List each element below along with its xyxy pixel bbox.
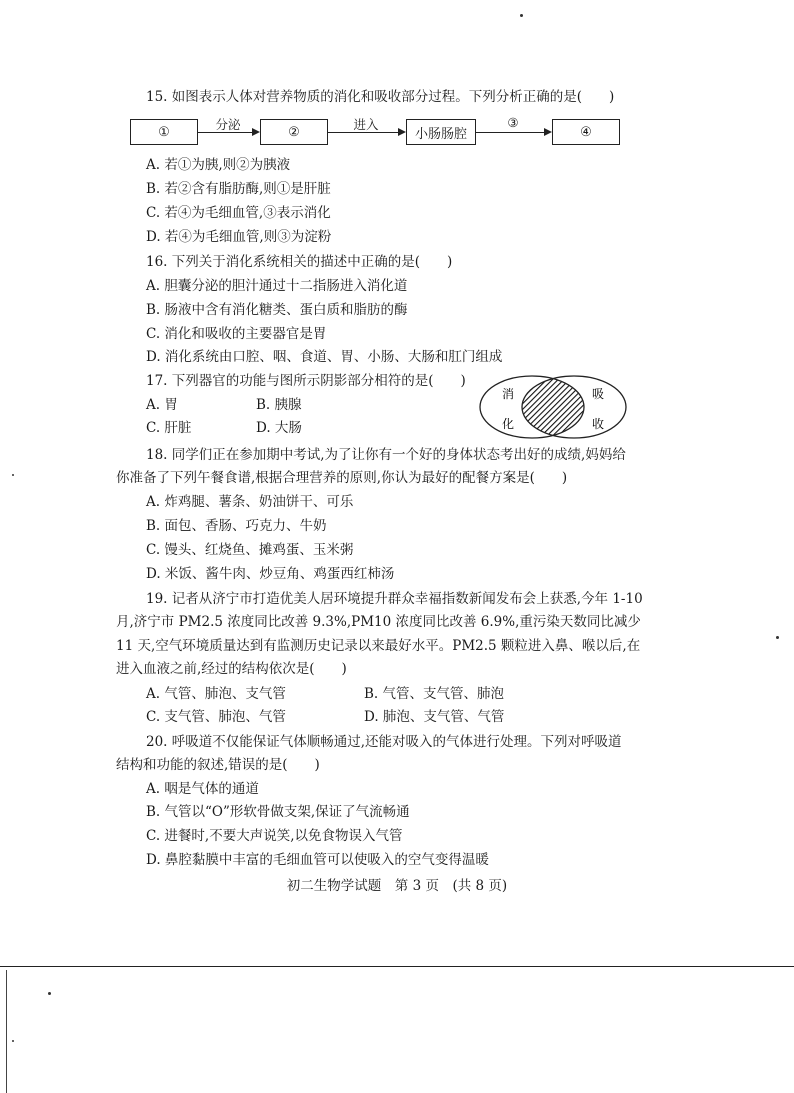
scan-speck <box>12 474 14 476</box>
q20-option-a: A. 咽是气体的通道 <box>146 781 259 797</box>
q17-venn-diagram <box>478 374 628 440</box>
venn-svg <box>478 374 628 440</box>
q18-option-c: C. 馒头、红烧鱼、摊鸡蛋、玉米粥 <box>146 542 354 558</box>
flow-box-3: 小肠肠腔 <box>406 119 476 145</box>
q15-option-b: B. 若②含有脂肪酶,则①是肝脏 <box>146 181 331 197</box>
venn-label-right-bottom: 收 <box>592 417 605 431</box>
q20-option-c: C. 进餐时,不要大声说笑,以免食物误入气管 <box>146 828 403 844</box>
q19-stem-line-2: 月,济宁市 PM2.5 浓度同比改善 9.3%,PM10 浓度同比改善 6.9%,重污染天数同比减少 <box>116 614 641 630</box>
q15-stem: 15. 如图表示人体对营养物质的消化和吸收部分过程。下列分析正确的是( ) <box>146 89 615 105</box>
q17-option-d: D. 大肠 <box>256 420 302 436</box>
flow-box-2: ② <box>260 119 328 145</box>
q15-option-d: D. 若④为毛细血管,则③为淀粉 <box>146 229 332 245</box>
venn-label-left-top: 消 <box>502 387 515 401</box>
q20-option-d: D. 鼻腔黏膜中丰富的毛细血管可以使吸入的空气变得温暖 <box>146 852 489 868</box>
scan-side-line <box>6 970 7 1093</box>
flow-box-1: ① <box>130 119 198 145</box>
flow-box-4: ④ <box>552 119 620 145</box>
scan-speck <box>12 1040 14 1042</box>
q17-option-b: B. 胰腺 <box>256 397 302 413</box>
q16-option-a: A. 胆囊分泌的胆汁通过十二指肠进入消化道 <box>146 278 408 294</box>
q19-stem-line-3: 11 天,空气环境质量达到有监测历史记录以来最好水平。PM2.5 颗粒进入鼻、喉以后,在 <box>116 638 641 654</box>
q18-option-d: D. 米饭、酱牛肉、炒豆角、鸡蛋西红柿汤 <box>146 566 395 582</box>
q18-option-b: B. 面包、香肠、巧克力、牛奶 <box>146 518 327 534</box>
q16-option-d: D. 消化系统由口腔、咽、食道、胃、小肠、大肠和肛门组成 <box>146 349 503 365</box>
q16-option-b: B. 肠液中含有消化糖类、蛋白质和脂肪的酶 <box>146 302 408 318</box>
q19-option-c: C. 支气管、肺泡、气管 <box>146 709 286 725</box>
venn-label-right-top: 吸 <box>592 387 605 401</box>
venn-label-left-bottom: 化 <box>502 417 515 431</box>
flow-arrow-2-label: 进入 <box>353 117 379 132</box>
scan-speck <box>776 636 779 639</box>
q15-flow-diagram <box>130 116 630 150</box>
q18-stem-line-1: 18. 同学们正在参加期中考试,为了让你有一个好的身体状态考出好的成绩,妈妈给 <box>146 447 626 463</box>
q17-stem: 17. 下列器官的功能与图所示阴影部分相符的是( ) <box>146 373 466 389</box>
q16-option-c: C. 消化和吸收的主要器官是胃 <box>146 326 327 342</box>
q15-option-a: A. 若①为胰,则②为胰液 <box>146 157 291 173</box>
q20-stem-line-2: 结构和功能的叙述,错误的是( ) <box>116 757 320 773</box>
q19-option-a: A. 气管、肺泡、支气管 <box>146 686 286 702</box>
q18-stem-line-2: 你准备了下列午餐食谱,根据合理营养的原则,你认为最好的配餐方案是( ) <box>116 470 568 486</box>
flow-arrow-1-label: 分泌 <box>215 117 241 132</box>
scan-speck <box>520 14 523 17</box>
flow-arrow-3-label: ③ <box>507 115 519 130</box>
page-footer: 初二生物学试题 第 3 页 (共 8 页) <box>286 878 508 894</box>
q19-option-d: D. 肺泡、支气管、气管 <box>364 709 505 725</box>
q19-stem-line-1: 19. 记者从济宁市打造优美人居环境提升群众幸福指数新闻发布会上获悉,今年 1-10 <box>146 591 643 607</box>
q18-option-a: A. 炸鸡腿、薯条、奶油饼干、可乐 <box>146 494 354 510</box>
scan-speck <box>48 992 51 995</box>
flow-arrow-3 <box>476 132 550 133</box>
q17-option-c: C. 肝脏 <box>146 420 192 436</box>
q15-option-c: C. 若④为毛细血管,③表示消化 <box>146 205 331 221</box>
q19-option-b: B. 气管、支气管、肺泡 <box>364 686 505 702</box>
q16-stem: 16. 下列关于消化系统相关的描述中正确的是( ) <box>146 254 453 270</box>
q17-option-a: A. 胃 <box>146 397 178 413</box>
q20-stem-line-1: 20. 呼吸道不仅能保证气体顺畅通过,还能对吸入的气体进行处理。下列对呼吸道 <box>146 734 622 750</box>
scan-edge-line <box>0 966 794 967</box>
q19-stem-line-4: 进入血液之前,经过的结构依次是( ) <box>116 661 347 677</box>
q20-option-b: B. 气管以“O”形软骨做支架,保证了气流畅通 <box>146 804 410 820</box>
